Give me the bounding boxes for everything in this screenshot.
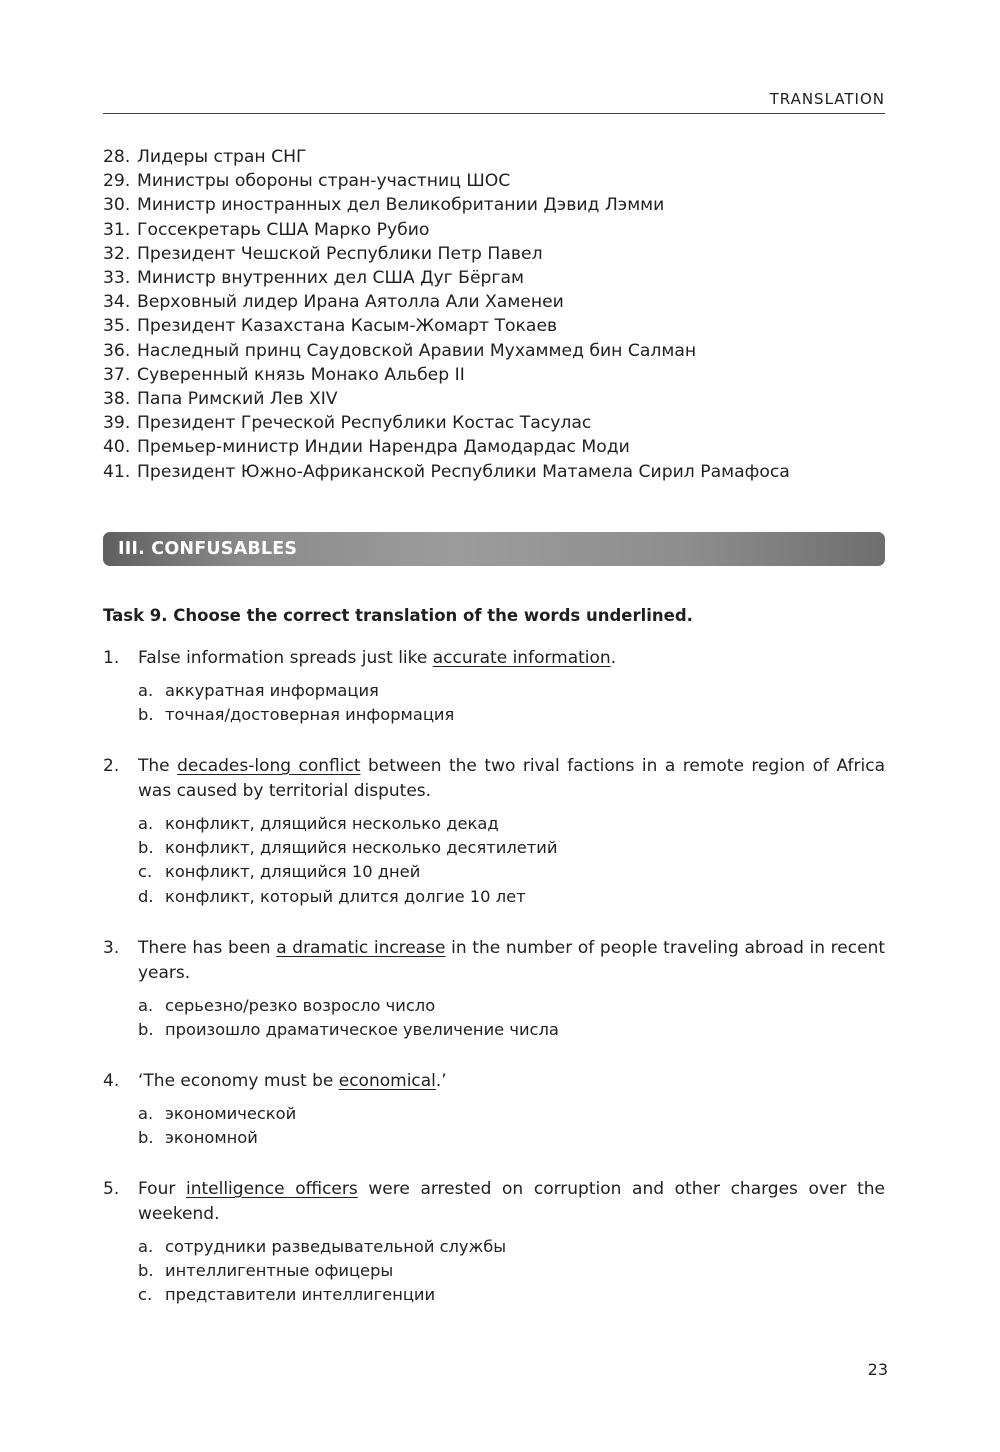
question-text-part: There has been xyxy=(138,938,277,958)
list-item-text: Министры обороны стран-участниц ШОС xyxy=(137,171,511,192)
list-item-text: Президент Чешской Республики Петр Павел xyxy=(137,243,543,264)
option-letter: a. xyxy=(138,1104,154,1123)
answer-options xyxy=(138,1235,885,1308)
question-text xyxy=(138,936,885,986)
list-item-text: Президент Казахстана Касым-Жомарт Токаев xyxy=(137,316,558,337)
list-item-text: Госсекретарь США Марко Рубио xyxy=(137,219,430,240)
list-item-number: 36. xyxy=(103,340,131,361)
list-item xyxy=(103,218,790,242)
option-text: точная/достоверная информация xyxy=(165,705,455,725)
running-header-title: TRANSLATION xyxy=(769,90,885,108)
answer-option[interactable] xyxy=(138,1259,885,1283)
list-item xyxy=(103,411,790,435)
section-title: III. CONFUSABLES xyxy=(118,539,298,559)
question-number: 5. xyxy=(103,1179,120,1199)
option-letter: a. xyxy=(138,681,154,700)
page-number: 23 xyxy=(867,1360,888,1379)
answer-options xyxy=(138,679,885,727)
list-item-text: Министр внутренних дел США Дуг Бёргам xyxy=(137,268,524,289)
list-item-text: Премьер-министр Индии Нарендра Дамодардас Моди xyxy=(137,437,630,458)
option-letter: b. xyxy=(138,1128,154,1148)
option-text: представители интеллигенции xyxy=(165,1285,436,1305)
list-item-text: Лидеры стран СНГ xyxy=(137,147,307,167)
answer-options xyxy=(138,812,885,909)
underlined-phrase: economical xyxy=(338,1071,436,1091)
names-list xyxy=(103,145,790,484)
question-5 xyxy=(103,1177,885,1308)
running-header xyxy=(103,90,885,114)
option-text: конфликт, который длится долгие 10 лет xyxy=(165,886,526,906)
list-item-number: 38. xyxy=(103,389,131,410)
answer-option[interactable] xyxy=(138,1126,885,1150)
underlined-phrase: intelligence officers xyxy=(185,1179,358,1199)
option-letter: a. xyxy=(138,1237,154,1256)
list-item xyxy=(103,460,790,484)
option-letter: b. xyxy=(138,1261,154,1281)
answer-option[interactable] xyxy=(138,860,885,884)
question-text-part: were arrested on corruption and other charges over the weekend. xyxy=(138,1179,885,1224)
answer-option[interactable] xyxy=(138,1235,885,1259)
option-letter: b. xyxy=(138,1020,154,1040)
list-item-text: Папа Римский Лев XIV xyxy=(137,389,338,410)
underlined-phrase: decades-long conflict xyxy=(177,756,361,776)
list-item-number: 39. xyxy=(103,413,131,434)
question-text-part: Four xyxy=(138,1179,186,1199)
answer-options xyxy=(138,1102,885,1150)
question-text xyxy=(138,1177,885,1227)
question-text xyxy=(138,1069,885,1094)
question-text-part: . xyxy=(610,648,617,668)
answer-option[interactable] xyxy=(138,994,885,1018)
list-item-text: Министр иностранных дел Великобритании Дэвид Лэмми xyxy=(137,195,665,216)
option-letter: c. xyxy=(138,1285,153,1305)
answer-options xyxy=(138,994,885,1042)
list-item-number: 28. xyxy=(103,147,131,167)
answer-option[interactable] xyxy=(138,836,885,860)
option-text: произошло драматическое увеличение числа xyxy=(165,1020,559,1040)
list-item xyxy=(103,193,790,217)
list-item xyxy=(103,314,790,338)
option-letter: a. xyxy=(138,814,154,833)
answer-option[interactable] xyxy=(138,885,885,909)
question-text-part: .’ xyxy=(435,1071,447,1091)
answer-option[interactable] xyxy=(138,812,885,836)
list-item-text: Президент Южно-Африканской Республики Матамела Сирил Рамафоса xyxy=(137,461,790,482)
answer-option[interactable] xyxy=(138,1102,885,1126)
list-item-number: 30. xyxy=(103,195,131,216)
list-item xyxy=(103,387,790,411)
answer-option[interactable] xyxy=(138,1283,885,1307)
list-item xyxy=(103,145,790,169)
list-item-text: Наследный принц Саудовской Аравии Мухаммед бин Салман xyxy=(137,340,697,361)
list-item xyxy=(103,242,790,266)
question-number: 2. xyxy=(103,756,120,776)
option-letter: b. xyxy=(138,705,154,725)
list-item-number: 35. xyxy=(103,316,131,337)
option-text: конфликт, длящийся несколько десятилетий xyxy=(165,838,558,858)
list-item-number: 37. xyxy=(103,364,131,385)
underlined-phrase: a dramatic increase xyxy=(276,938,446,958)
question-text-part: in the number of people traveling abroad in recent years. xyxy=(138,938,886,983)
question-text-part: False information spreads just like xyxy=(138,648,433,668)
question-text xyxy=(138,754,885,804)
list-item xyxy=(103,290,790,314)
option-text: конфликт, длящийся несколько декад xyxy=(165,814,499,833)
list-item-number: 31. xyxy=(103,219,131,240)
option-text: интеллигентные офицеры xyxy=(165,1261,394,1281)
list-item-number: 29. xyxy=(103,171,131,192)
option-text: экономной xyxy=(165,1128,258,1148)
option-text: сотрудники разведывательной службы xyxy=(165,1237,507,1256)
task-title: Task 9. Choose the correct translation of the words underlined. xyxy=(103,606,693,625)
question-text-part: ‘The economy must be xyxy=(138,1071,339,1091)
list-item-text: Верховный лидер Ирана Аятолла Али Хаменеи xyxy=(137,292,564,313)
list-item-number: 32. xyxy=(103,243,131,264)
answer-option[interactable] xyxy=(138,1018,885,1042)
underlined-phrase: accurate information xyxy=(432,648,611,668)
answer-option[interactable] xyxy=(138,679,885,703)
option-letter: d. xyxy=(138,886,154,906)
question-text-part: between the two rival factions in a remote region of Africa was caused by territorial disputes. xyxy=(138,756,885,801)
list-item xyxy=(103,266,790,290)
question-3 xyxy=(103,936,885,1042)
list-item-text: Суверенный князь Монако Альбер II xyxy=(137,364,465,385)
option-letter: b. xyxy=(138,838,154,858)
list-item xyxy=(103,339,790,363)
list-item-number: 41. xyxy=(103,461,131,482)
question-number: 1. xyxy=(103,648,120,668)
section-banner xyxy=(103,532,885,566)
question-4 xyxy=(103,1069,885,1150)
answer-option[interactable] xyxy=(138,703,885,727)
option-letter: c. xyxy=(138,862,153,882)
question-text xyxy=(138,646,885,671)
list-item-text: Президент Греческой Республики Костас Тасулас xyxy=(137,413,592,434)
list-item-number: 34. xyxy=(103,292,131,313)
question-number: 4. xyxy=(103,1071,120,1091)
question-number: 3. xyxy=(103,938,120,958)
option-text: серьезно/резко возросло число xyxy=(165,996,436,1015)
option-text: экономической xyxy=(165,1104,297,1123)
list-item xyxy=(103,363,790,387)
list-item xyxy=(103,435,790,459)
option-letter: a. xyxy=(138,996,154,1015)
option-text: аккуратная информация xyxy=(165,681,379,700)
question-text-part: The xyxy=(138,756,178,776)
list-item-number: 40. xyxy=(103,437,131,458)
list-item xyxy=(103,169,790,193)
option-text: конфликт, длящийся 10 дней xyxy=(165,862,421,882)
list-item-number: 33. xyxy=(103,268,131,289)
question-2 xyxy=(103,754,885,909)
question-1 xyxy=(103,646,885,727)
